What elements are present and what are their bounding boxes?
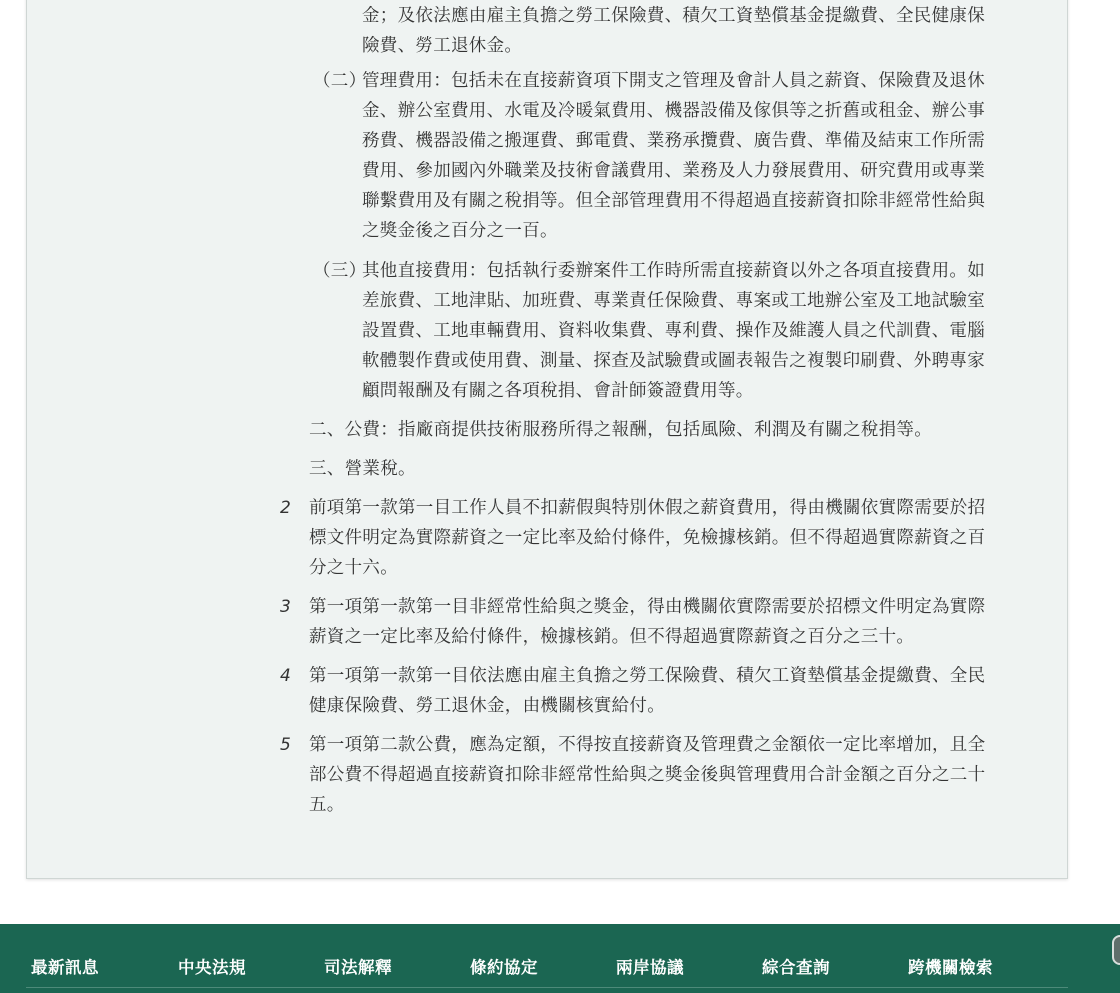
item3-line: 設置費、工地車輛費用、資料收集費、專利費、操作及維護人員之代訓費、電腦 — [362, 321, 985, 341]
footer-link-search[interactable]: 綜合查詢 — [762, 958, 830, 977]
paragraph-line: 分之十六。 — [309, 558, 398, 578]
footer-nav — [0, 924, 1120, 988]
item2-line: 管理費用：包括未在直接薪資項下開支之管理及會計人員之薪資、保險費及退休 — [362, 71, 985, 91]
subsection-tax: 三、營業稅。 — [309, 459, 416, 479]
scroll-top-handle[interactable] — [1112, 935, 1120, 965]
item3-line: 其他直接費用：包括執行委辦案件工作時所需直接薪資以外之各項直接費用。如 — [362, 261, 985, 281]
paragraph-line: 五。 — [309, 795, 345, 815]
paragraph-number: 2 — [280, 498, 291, 518]
footer-link-judicial-interpretations[interactable]: 司法解釋 — [324, 958, 392, 977]
paragraph-number: 3 — [280, 597, 291, 617]
item1-line-2: 險費、勞工退休金。 — [362, 36, 523, 56]
subsection-fee: 二、公費：指廠商提供技術服務所得之報酬，包括風險、利潤及有關之稅捐等。 — [309, 420, 932, 440]
footer-link-latest-news[interactable]: 最新訊息 — [31, 958, 99, 977]
paragraph-line: 第一項第一款第一目依法應由雇主負擔之勞工保險費、積欠工資墊償基金提繳費、全民 — [309, 666, 986, 686]
site-footer — [0, 924, 1120, 993]
item2-line: 金、辦公室費用、水電及冷暖氣費用、機器設備及傢俱等之折舊或租金、辦公事 — [362, 101, 985, 121]
paragraph-line: 部公費不得超過直接薪資扣除非經常性給與之獎金後與管理費用合計金額之百分之二十 — [309, 765, 986, 785]
footer-link-cross-strait[interactable]: 兩岸協議 — [616, 958, 684, 977]
paragraph-line: 薪資之一定比率及給付條件，檢據核銷。但不得超過實際薪資之百分之三十。 — [309, 627, 915, 647]
item3-marker: （三） — [313, 261, 367, 281]
item2-marker: （二） — [313, 71, 367, 91]
paragraph-line: 健康保險費、勞工退休金，由機關核實給付。 — [309, 696, 665, 716]
paragraph-line: 第一項第一款第一目非經常性給與之獎金，得由機關依實際需要於招標文件明定為實際 — [309, 597, 986, 617]
footer-link-cross-agency-search[interactable]: 跨機關檢索 — [908, 958, 993, 977]
item2-line: 聯繫費用及有關之稅捐等。但全部管理費用不得超過直接薪資扣除非經常性給與 — [362, 191, 985, 211]
item2-line: 之獎金後之百分之一百。 — [362, 221, 558, 241]
item3-line: 差旅費、工地津貼、加班費、專業責任保險費、專案或工地辦公室及工地試驗室 — [362, 291, 985, 311]
item2-line: 務費、機器設備之搬運費、郵電費、業務承攬費、廣告費、準備及結束工作所需 — [362, 131, 985, 151]
article-panel — [26, 0, 1068, 879]
paragraph-line: 第一項第二款公費，應為定額，不得按直接薪資及管理費之金額依一定比率增加，且全 — [309, 735, 986, 755]
paragraph-line: 前項第一款第一目工作人員不扣薪假與特別休假之薪資費用，得由機關依實際需要於招 — [309, 498, 986, 518]
item3-line: 軟體製作費或使用費、測量、探查及試驗費或圖表報告之複製印刷費、外聘專家 — [362, 351, 985, 371]
item1-line-1: 金；及依法應由雇主負擔之勞工保險費、積欠工資墊償基金提繳費、全民健康保 — [362, 6, 985, 26]
footer-link-central-regulations[interactable]: 中央法規 — [178, 958, 246, 977]
item2-line: 費用、參加國內外職業及技術會議費用、業務及人力發展費用、研究費用或專業 — [362, 161, 985, 181]
paragraph-number: 4 — [280, 666, 291, 686]
footer-divider — [26, 987, 1068, 988]
item3-line: 顧問報酬及有關之各項稅捐、會計師簽證費用等。 — [362, 381, 754, 401]
paragraph-number: 5 — [280, 735, 291, 755]
footer-link-treaties[interactable]: 條約協定 — [470, 958, 538, 977]
paragraph-line: 標文件明定為實際薪資之一定比率及給付條件，免檢據核銷。但不得超過實際薪資之百 — [309, 528, 986, 548]
